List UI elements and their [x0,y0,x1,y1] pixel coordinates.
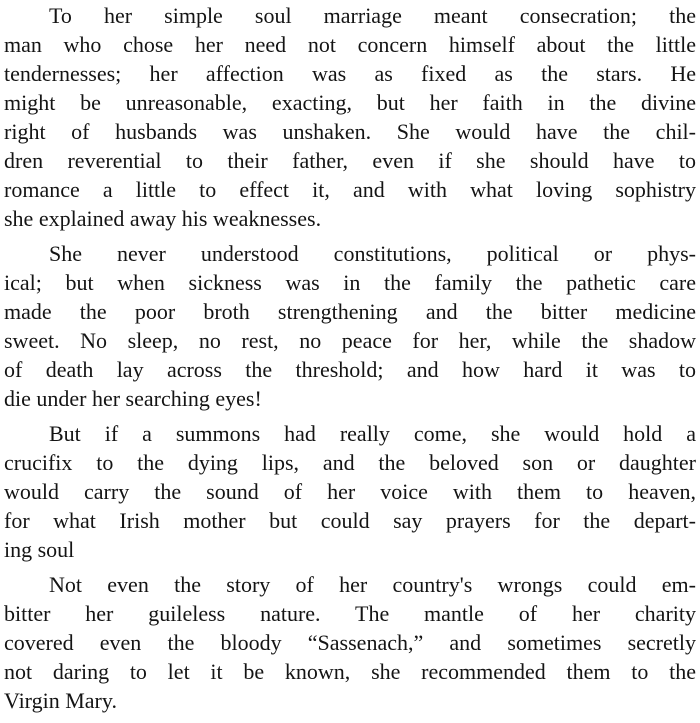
text-line: sweet. No sleep, no rest, no peace for her, while the shadow [4,328,696,353]
paragraph-1 [4,1,696,233]
text-line: right of husbands was unshaken. She would have the chil- [4,119,696,144]
text-line: tendernesses; her affection was as fixed as the stars. He [4,61,696,86]
text-line: not daring to let it be known, she recommended them to the [4,659,696,684]
text-line: To her simple soul marriage meant consecration; the [49,3,696,28]
text-line: ical; but when sickness was in the family the pathetic care [4,270,696,295]
text-line: covered even the bloody “Sassenach,” and sometimes secretly [4,630,696,655]
text-line: Virgin Mary. [4,688,117,713]
text-line: romance a little to effect it, and with what loving sophistry [4,177,696,202]
text-line: of death lay across the threshold; and how hard it was to [4,357,696,382]
text-line: she explained away his weaknesses. [4,206,322,231]
text-line: dren reverential to their father, even if she should have to [4,148,696,173]
text-line: made the poor broth strengthening and the bitter medicine [4,299,696,324]
text-line: But if a summons had really come, she would hold a [49,421,696,446]
paragraph-4 [4,570,696,715]
text-line: bitter her guileless nature. The mantle of her charity [4,601,696,626]
text-line: man who chose her need not concern himself about the little [4,32,696,57]
text-line: for what Irish mother but could say prayers for the depart- [4,508,696,533]
text-line: would carry the sound of her voice with them to heaven, [4,479,696,504]
paragraph-3 [4,419,696,564]
text-line: crucifix to the dying lips, and the beloved son or daughter [4,450,696,475]
text-line: ing soul [4,537,75,562]
paragraph-2 [4,239,696,413]
text-line: She never understood constitutions, political or phys- [49,241,696,266]
text-line: Not even the story of her country's wrongs could em- [49,572,696,597]
text-line: die under her searching eyes! [4,386,262,411]
text-line: might be unreasonable, exacting, but her faith in the divine [4,90,696,115]
